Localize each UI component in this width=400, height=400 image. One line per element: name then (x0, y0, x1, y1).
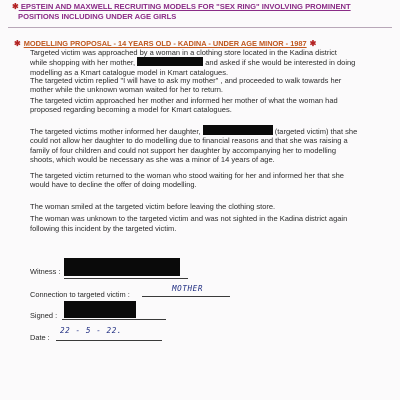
paragraph-line: The woman smiled at the targeted victim before leaving the clothing store. (30, 202, 276, 211)
paragraph-line: modelling as a Kmart catalogue model in Kmart catalogues. (30, 67, 229, 77)
header-line-1 (12, 2, 392, 12)
signed-label: Signed : (30, 311, 58, 320)
paragraph-line: mother while the unknown woman waited for her to return. (30, 85, 224, 95)
star-icon: ✱ (14, 39, 21, 48)
paragraph-1 (30, 48, 375, 77)
paragraph-4 (30, 125, 375, 165)
paragraph-line: The targeted victim approached her mother and informed her mother of what the woman had (30, 96, 338, 105)
header-line-1-text: EPSTEIN AND MAXWELL RECRUITING MODELS FOR "SEX RING" INVOLVING PROMINENT (20, 2, 351, 11)
paragraph-5 (30, 171, 375, 190)
paragraph-2 (30, 76, 375, 95)
paragraph-line: family of four children and could not support her daughter by accompanying her to modelling (30, 145, 337, 155)
date-line (56, 340, 162, 341)
date-handwriting: 22 - 5 - 22. (60, 326, 123, 335)
paragraph-line: The woman was unknown to the targeted victim and was not sighted in the Kadina district again (30, 214, 348, 224)
signature-redaction (64, 301, 136, 318)
paragraph-3 (30, 96, 375, 115)
paragraph-line: could not allow her daughter to do modelling due to financial reasons and that she was raising a (30, 136, 348, 146)
header-divider (8, 27, 392, 28)
paragraph-fragment: The targeted victims mother informed her daughter, (30, 127, 201, 136)
connection-handwriting: MOTHER (172, 284, 204, 293)
star-icon: ✱ (12, 2, 19, 11)
date-label: Date : (30, 333, 50, 342)
paragraph-line: following this incident by the targeted victim. (30, 223, 177, 233)
paragraph-6 (30, 202, 375, 233)
paragraph-fragment: and asked if she would be interested in doing (205, 58, 356, 68)
section-title-text: MODELLING PROPOSAL - 14 YEARS OLD - KADINA - UNDER AGE MINOR - 1987 (23, 39, 307, 48)
paragraph-line: The targeted victim returned to the woman who stood waiting for her and informed her that she (30, 171, 344, 180)
witness-line (64, 278, 188, 279)
connection-line (142, 296, 230, 297)
paragraph-line: Targeted victim was approached by a woman in a clothing store located in the Kadina district (30, 48, 337, 57)
paragraph-line (30, 125, 375, 136)
redaction-bar (203, 125, 273, 135)
redaction-bar (137, 57, 203, 66)
document-header (12, 2, 392, 21)
signed-line (62, 319, 166, 320)
header-line-2 (12, 12, 392, 22)
section-title (14, 39, 316, 48)
paragraph-fragment: while shopping with her mother, (30, 58, 136, 68)
paragraph-fragment: (targeted victim) that she (274, 127, 358, 136)
paragraph-line: proposed regarding becoming a model for Kmart catalogues. (30, 105, 232, 115)
paragraph-line: would have to decline the offer of doing modelling. (30, 180, 197, 190)
paragraph-line (30, 57, 375, 67)
paragraph-line: The targeted victim replied "I will have to ask my mother" , and proceeded to walk towards her (30, 76, 342, 85)
header-line-2-text: POSITIONS INCLUDING UNDER AGE GIRLS (18, 11, 177, 21)
witness-label: Witness : (30, 267, 61, 276)
paragraph-line: shoots, which would be necessary as she was a minor of 14 years of age. (30, 155, 275, 165)
witness-redaction (64, 258, 180, 276)
star-icon: ✱ (309, 39, 317, 48)
connection-label: Connection to targeted victim : (30, 290, 130, 299)
